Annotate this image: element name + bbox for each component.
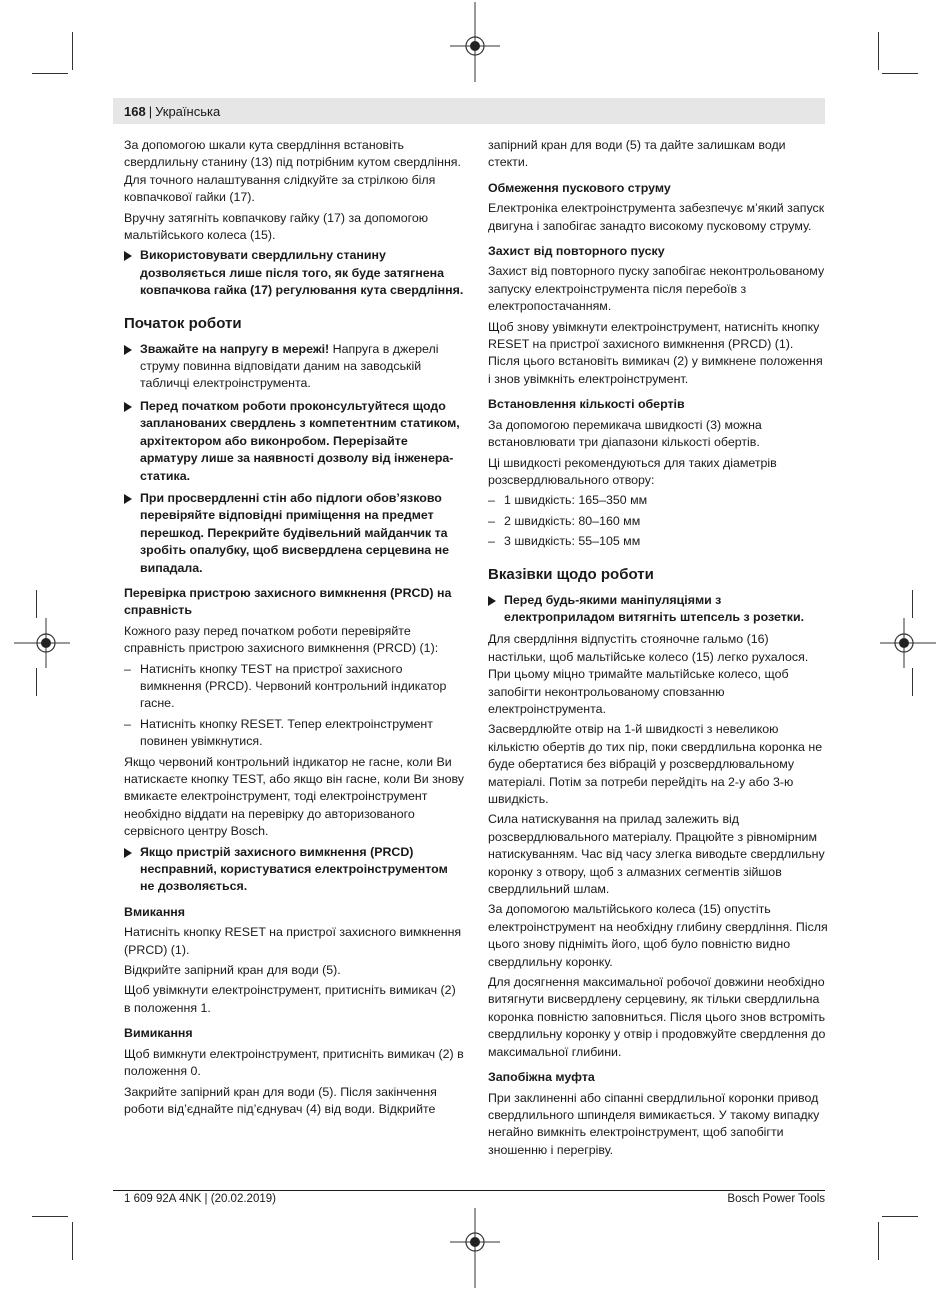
list-item-text: Натисніть кнопку RESET. Тепер електроінструмент повинен увімкнутися. [140,716,433,749]
subsection-heading: Перевірка пристрою захисного вимкнення (PRCD) на справність [124,585,452,618]
list-item: – 3 швидкість: 55–105 мм [488,534,641,549]
warning-item [124,398,464,485]
paragraph: запірний кран для води (5) та дайте залишкам води стекти. [488,138,786,170]
warning-item [124,844,464,896]
subsection-heading: Обмеження пускового струму [488,180,671,195]
subsection-heading: Захист від повторного пуску [488,244,665,259]
paragraph: Щоб увімкнути електроінструмент, притисніть вимикач (2) в положення 1. [124,983,456,1015]
paragraph: Відкрийте запірний кран для води (5). [124,963,341,978]
warning-item [488,592,828,627]
registration-target-icon [450,2,500,82]
paragraph: Кожного разу перед початком роботи перевіряйте справність пристрою захисного вимкнення (PRCD) (1): [124,623,439,656]
crop-mark [878,1222,879,1260]
crop-mark [878,32,879,70]
crop-mark [32,73,68,74]
footer-divider [113,1190,825,1191]
list-item: – Натисніть кнопку RESET. Тепер електроінструмент повинен увімкнутися. [124,716,433,749]
paragraph: Натисніть кнопку RESET на пристрої захисного вимкнення (PRCD) (1). [124,925,462,957]
warning-text: Використовувати свердлильну станину дозволяється лише після того, як буде затягнена ковпачкова гайка (17) регулювання кута свердління. [140,248,464,298]
warning-text: Якщо пристрій захисного вимкнення (PRCD) несправний, користуватися електроінструментом не дозволяється. [140,844,448,894]
page-number: 168 [124,104,146,119]
warning-text: Перед початком роботи проконсультуйтеся щодо запланованих свердлень з компетентним статиком, архітектором або виконробом. Перерізайте арматуру лише за наявності дозволу від інженера-статика. [140,398,460,483]
paragraph: За допомогою шкали кута свердління встановіть свердлильну станину (13) під потрібним кутом свердління. Для точного налаштування слідкуйте за стрілкою біля ковпачкової гайки (17). [124,138,461,205]
footer-brand: Bosch Power Tools [727,1193,825,1205]
paragraph: Засвердлюйте отвір на 1-й швидкості з невеликою кількістю обертів до тих пір, поки свердлильна коронка не буде обертатися без вібрацій у розсвердлювальному матеріалі. Потім за потреби перейдіть на 2-у або 3-ю швидкість. [488,722,823,806]
warning-text: Перед будь-якими маніпуляціями з електроприладом витягніть штепсель з розетки. [504,592,805,624]
list-item: – Натисніть кнопку TEST на пристрої захисного вимкнення (PRCD). Червоний контрольний індикатор гасне. [124,661,447,711]
paragraph: Електроніка електроінструмента забезпечує м’який запуск двигуна і запобігає занадто високому пусковому струму. [488,201,825,233]
crop-mark [912,668,913,696]
registration-target-icon [450,1208,500,1288]
bullet-triangle-icon [124,345,132,355]
paragraph: Щоб знову увімкнути електроінструмент, натисніть кнопку RESET на пристрої захисного вимкнення (PRCD) (1). Після цього встановіть вимикач (2) у вимкнене положення і знов увімкніть електроінструмент. [488,319,823,386]
crop-mark [36,590,37,618]
paragraph: Захист від повторного пуску запобігає неконтрольованому запуску електроінструмента після перебоїв з електропостачанням. [488,264,825,314]
page-header: 168 | Українська [124,104,221,119]
paragraph: При заклиненні або сіпанні свердлильної коронки привод свердлильного шпинделя вимикається. У такому випадку негайно вимкніть електроінструмент, щоб запобігти зношенню і перегріву. [488,1090,820,1157]
paragraph: Якщо червоний контрольний індикатор не гасне, коли Ви натискаєте кнопку TEST, або якщо він гасне, коли Ви знову вмикаєте електроінструмент, тоді електроінструмент необхідно віддати на перевірку до авторизованого сервісного центру Bosch. [124,754,465,839]
crop-mark [72,32,73,70]
crop-mark [882,73,918,74]
subsection-heading: Вмикання [124,904,186,919]
list-item-text: 3 швидкість: 55–105 мм [504,534,641,549]
subsection-heading: Вимикання [124,1026,193,1041]
bullet-triangle-icon [124,402,132,412]
header-language: Українська [155,104,221,119]
list-item-text: 2 швидкість: 80–160 мм [504,513,641,528]
registration-target-icon [880,618,936,668]
crop-mark [36,668,37,696]
left-column [124,137,464,1121]
warning-item [124,490,464,577]
list-item: – 1 швидкість: 165–350 мм [488,493,648,508]
list-item-text: 1 швидкість: 165–350 мм [504,493,648,508]
subsection-heading: Встановлення кількості обертів [488,397,685,412]
registration-target-icon [14,618,70,668]
warning-text: При просвердленні стін або підлоги обов’язково перевіряйте відповідні приміщення на предмет перешкод. Перекрийте будівельний майданчик та зробіть опалубку, щоб висвердлена серцевина не випадала. [140,490,450,575]
crop-mark [72,1222,73,1260]
warning-text: Напруга в джерелі струму повинна відповідати даним на заводській табличці електроінструмента. [140,341,439,391]
subsection-heading: Запобіжна муфта [488,1070,595,1085]
warning-lead: Зважайте на напругу в мережі! [140,341,330,356]
paragraph: Ці швидкості рекомендуються для таких діаметрів розсвердлювального отвору: [488,455,777,487]
right-column [488,137,828,1162]
section-heading: Вказівки щодо роботи [488,565,654,583]
warning-item [124,341,464,393]
warning-item [124,247,464,299]
section-heading: Початок роботи [124,314,242,332]
bullet-triangle-icon [488,596,496,606]
bullet-triangle-icon [124,848,132,858]
crop-mark [912,590,913,618]
paragraph: За допомогою перемикача швидкості (3) можна встановлювати три діапазони кількості обертів. [488,417,762,450]
footer-doc-id: 1 609 92A 4NK | (20.02.2019) [124,1193,276,1205]
paragraph: Вручну затягніть ковпачкову гайку (17) за допомогою мальтійського колеса (15). [124,210,429,243]
crop-mark [32,1216,68,1217]
paragraph: Сила натискування на прилад залежить від розсвердлювального матеріалу. Працюйте з рівномірним натискуванням. Час від часу злегка виводьте свердлильну коронку з отвору, щоб з алмазних сегментів зійшов свердлильний шлам. [488,812,825,897]
paragraph: Закрийте запірний кран для води (5). Після закінчення роботи від’єднайте під’єднувач (4) від води. Відкрийте [124,1084,437,1116]
list-item-text: Натисніть кнопку TEST на пристрої захисного вимкнення (PRCD). Червоний контрольний індикатор гасне. [140,661,447,711]
crop-mark [882,1216,918,1217]
paragraph: За допомогою мальтійського колеса (15) опустіть електроінструмент на необхідну глибину свердління. Після цього знову підніміть його, щоб було повністю видно свердлильну коронку. [488,902,828,969]
paragraph: Для свердління відпустіть стояночне гальмо (16) настільки, щоб мальтійське колесо (15) легко рухалося. При цьому міцно тримайте мальтійське колесо, щоб запобігти неконтрольованому сповзанню електроінструмента. [488,632,809,716]
paragraph: Для досягнення максимальної робочої довжини необхідно витягнути висвердлену серцевину, як тільки свердлильна коронка повністю заповниться. Після цього знов встроміть свердлильну коронку у отвір і продовжуйте свердлення до максимальної глибини. [488,975,826,1059]
bullet-triangle-icon [124,494,132,504]
paragraph: Щоб вимкнути електроінструмент, притисніть вимикач (2) в положення 0. [124,1046,464,1079]
list-item: – 2 швидкість: 80–160 мм [488,513,641,528]
bullet-triangle-icon [124,251,132,261]
